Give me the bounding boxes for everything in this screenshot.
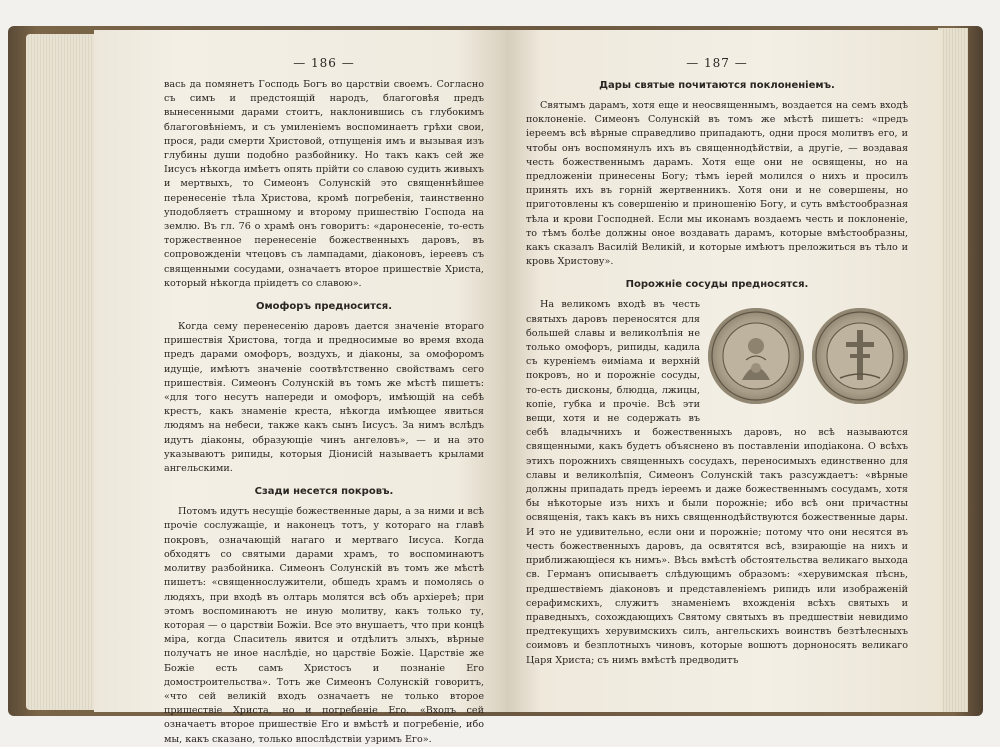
page-number-left: — 186 —	[293, 56, 355, 70]
page-number-right: — 187 —	[686, 56, 748, 70]
seal-cross-icon	[812, 308, 908, 404]
right-heading-2: Порожніе сосуды предносятся.	[625, 279, 809, 291]
seal-virgin-icon	[708, 308, 804, 404]
right-paragraph-1: Святымъ дарамъ, хотя еще и неосвященнымъ, воздается на семъ входѣ поклоненіе. Симеонъ Солунскій въ томъ же мѣстѣ пишетъ: «предъ іереемъ всѣ вѣрные справедливо припадаютъ, одни прося молитвъ его, и чтобы онъ воспомянулъ ихъ въ священнодѣйствіи, а другіе, — воздавая честь божественнымъ дарамъ. Хотя еще они не освящены, но на предложеніи принесены Богу; тѣмъ іерей молился о нихъ и просилъ принять ихъ въ горній жертвенникъ. Хотя они и не совершены, но приготовлены къ совершенію и приношенію Богу, и суть вмѣстообразная тѣла и крови Господней. Если мы иконамъ воздаемъ честь и поклоненіе, то тѣмъ болѣе должны оное воздавать дарамъ, которые вмѣстообразны, какъ сказалъ Василій Великій, и которые имѣютъ преложиться въ тѣло и кровь Христову».	[526, 100, 908, 268]
left-page	[94, 30, 506, 745]
left-paragraph-1: вась да помянетъ Господь Богъ во царствіи своемъ. Согласно съ симъ и предстоящій народъ, благоговѣя предъ вынесенными дарами стоитъ, наклонившись съ глубокимъ благоговѣніемъ, и съ умиленіемъ воспоминаетъ грѣхи свои, прося, ради смерти Христовой, отпущенія имъ и вызывая изъ глубины души подобно разбойнику. Но такъ какъ сей же Іисусъ нѣкогда имѣетъ опять прійти со славою судить живыхъ и мертвыхъ, то Симеонъ Солунскій это священнѣйшее перенесеніе тѣла Христова, кромѣ погребенія, таинственно уподобляетъ страшному и второму пришествію Господа на землю. Въ гл. 76 о храмѣ онъ говоритъ: «даронесеніе, то-есть торжественное перенесеніе божественныхъ даровъ, въ сопровожденіи чтецовъ съ лампадами, діаконовъ, іереевъ съ священными сосудами, означаетъ второе пришествіе Христа, который нѣкогда пріидетъ со славою».	[164, 79, 484, 289]
left-heading-2: Сзади несется покровъ.	[254, 486, 394, 498]
left-heading-1: Омофоръ предносится.	[255, 301, 393, 313]
open-book	[8, 14, 983, 745]
page-edges-right	[938, 28, 968, 712]
left-paragraph-2: Когда сему перенесенію даровъ дается значеніе втораго пришествія Христова, тогда и предносимые во время входа предъ дарами омофоръ, воздухъ, и діаконы, за омофоромъ идущіе, имѣютъ значеніе соотвѣтственно свойствамъ сего пришествія. Симеонъ Солунскій въ томъ же мѣстѣ пишетъ: «для того несутъ напереди и омофоръ, имѣющій на себѣ крестъ, какъ знаменіе креста, нѣкогда имѣющее явиться людямъ на небеси, также какъ сынъ Іисусъ. За нимъ вслѣдъ идутъ діаконы, образующіе чинъ ангеловъ», — и на это указываютъ рипиды, которыя Діонисій называетъ крылами ангельскими.	[164, 321, 484, 475]
right-paragraph-2: На великомъ входѣ въ честь святыхъ даровъ переносятся для большей славы и великолѣпія не только омофоръ, рипиды, кадила съ куреніемъ ѳиміама и верхній покровъ, но и порожніе сосуды, то-есть дисконы, блюдца, лжицы, копіе, губка и прочіе. Всѣ эти вещи, хотя и не содержать въ себѣ владычнихъ и божественныхъ даровъ, но всѣ называются священными, какъ будетъ объяснено въ поставленіи иподіакона. О всѣхъ этихъ порожнихъ священныхъ сосудахъ, переносимыхъ единственно для славы и великолѣпія, Симеонъ Солунскій такъ разсуждаетъ: «вѣрные должны припадать предъ іереемъ и даже божественнымъ сосудамъ, хотя бы нѣкоторые изъ нихъ и были порожніе; ибо всѣ они причастны освященія, такъ какъ въ нихъ священнодѣйствуются божественные дары. И это не удивительно, если они и порожніе; потому что они несятся въ честь божественныхъ даровъ, да освятятся всѣ, взирающіе на нихъ и приближающіеся къ нимъ». Вѣсь вмѣстѣ обстоятельства великаго выхода св. Германъ описываетъ слѣдующимъ образомъ: «херувимская пѣснь, предшествіемъ діаконовъ и представленіемъ рипидъ или изображеній серафимскихъ, служитъ знаменіемъ вхожденія всѣхъ святыхъ и праведныхъ, сохождающихъ Святому святыхъ въ предшествіи невидимо предтекущихъ херувимскихъ силъ, ангельскихъ воинствъ безтѣлесныхъ соимовъ и безплотныхъ чиновъ, которые вошютъ дорноносять великаго Царя Христа; съ нимъ вмѣстѣ предводитъ	[526, 299, 908, 666]
left-paragraph-3: Потомъ идутъ несущіе божественные дары, а за ними и всѣ прочіе сослужащіе, и наконецъ тотъ, у котораго на главѣ покровъ, означающій нагаго и мертваго Іисуса. Когда обходятъ со святыми дарами храмъ, то воспоминаютъ молитву разбойника. Симеонъ Солунскій въ томъ же мѣстѣ пишетъ: «священнослужители, обшедъ храмъ и помолясь о людяхъ, при входѣ въ олтарь молятся всѣ объ архіереѣ; при этомъ воспоминаютъ не иную молитву, какъ только ту, которая — о царствіи Божіи. Все это внушаетъ, что при концѣ міра, когда Спаситель явится и отдѣлитъ злыхъ, вѣрные получатъ не иное наслѣдіе, но царствіе Божіе. Царствіе же Божіе есть самъ Христосъ и познаніе Его домостроительства». Тотъ же Симеонъ Солунскій говоритъ, «что сей великій входъ означаетъ не только второе пришествіе Христа, но и погребеніе Его. «Входъ сей означаетъ второе пришествіе Его и вмѣстѣ и погребеніе, ибо мы, какъ сказано, только впослѣдствіи узримъ Его».	[164, 506, 484, 745]
right-heading-1: Дары святые почитаются поклоненіемъ.	[599, 80, 835, 91]
seal-illustrations	[708, 300, 908, 412]
right-page	[506, 30, 942, 712]
